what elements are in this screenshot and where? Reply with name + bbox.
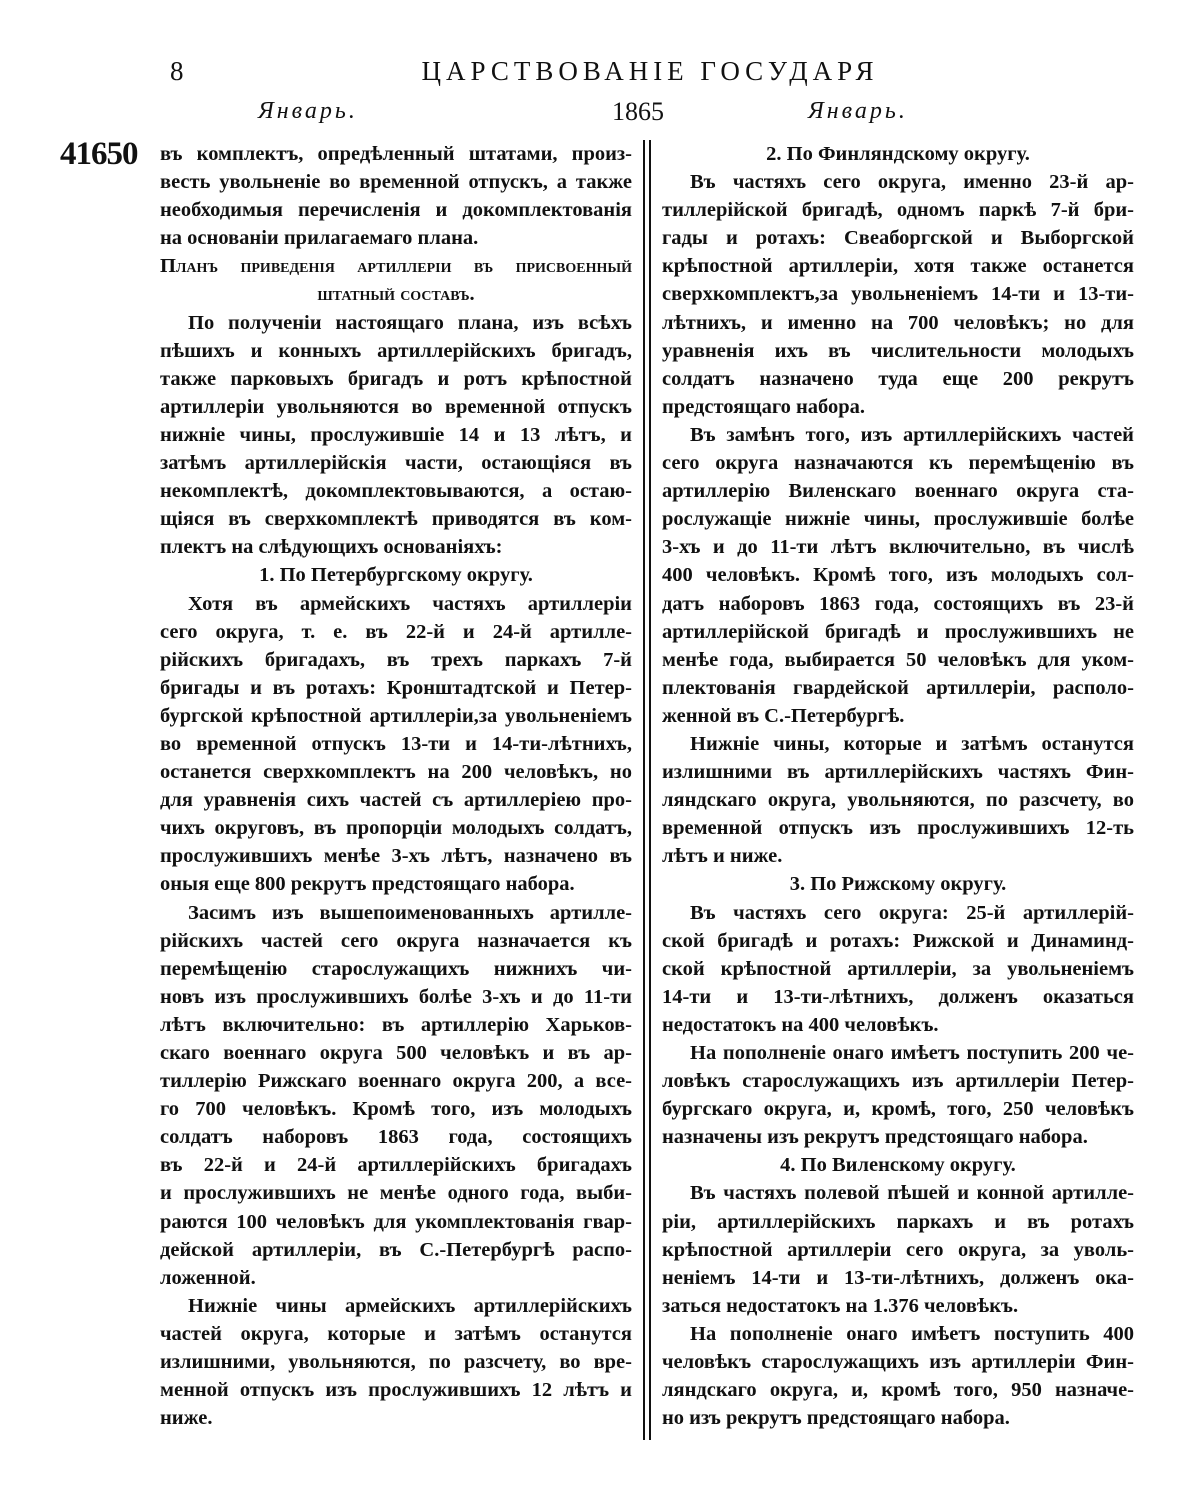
text-line: рійскихъ частей сего округа назначается къ [160,929,632,952]
year: 1865 [612,97,664,126]
text-line: 1. По Петербургскому округу. [259,564,533,587]
paragraph [662,1179,1134,1319]
text-line: но изъ рекрутъ предстоящаго набора. [662,1407,1010,1430]
text-line: менной отпускъ изъ прослужившихъ 12 лѣтъ и [160,1379,632,1402]
paragraph [662,1320,1134,1432]
text-line: лѣтъ и ниже. [662,845,783,868]
text-line: Нижніе чины армейскихъ артиллерійскихъ [188,1294,632,1317]
text-line: на основаніи прилагаемаго плана. [160,227,479,250]
text-line: На пополненіе онаго имѣетъ поступить 200 че- [690,1042,1134,1064]
text-line: лѣтнихъ, и именно на 700 человѣкъ; но для [662,311,1134,334]
text-line: пѣшихъ и конныхъ артиллерійскихъ бригадъ, [160,339,632,362]
section-heading [160,561,632,589]
text-line: датъ наборовъ 1863 года, состоящихъ въ 23-й [662,592,1134,615]
paragraph [662,168,1134,421]
text-line: женной въ С.-Петербургѣ. [662,704,905,727]
month-left: Январь. [258,98,358,124]
text-line: прослужившихъ менѣе 3-хъ лѣтъ, назначено въ [160,845,632,868]
paragraph [160,309,632,562]
text-line: 14-ти и 13-ти-лѣтнихъ, долженъ оказаться [662,985,1134,1008]
text-line: въ 22-й и 24-й артиллерійскихъ бригадахъ [160,1154,632,1177]
section-heading [662,870,1134,898]
paragraph [662,899,1134,1039]
left-column [160,140,632,1432]
text-line: плектъ на слѣдующихъ основаніяхъ: [160,536,503,559]
text-line: 3-хъ и до 11-ти лѣтъ включительно, въ числѣ [662,536,1134,559]
text-line: недостатокъ на 400 человѣкъ. [662,1013,939,1036]
text-line: раются 100 человѣкъ для укомплектованія гвар- [160,1210,632,1233]
text-line: Засимъ изъ вышепоименованныхъ артилле- [188,901,632,924]
plan-caption [160,252,632,308]
text-line: 2. По Финляндскому округу. [766,143,1030,165]
column-divider [649,140,651,1440]
text-line: На пополненіе онаго имѣетъ поступить 400 [690,1322,1134,1345]
text-line: новъ изъ прослужившихъ болѣе 3-хъ и до 11-ти [160,985,632,1008]
text-line: ниже. [160,1407,213,1430]
text-line: назначены изъ рекрутъ предстоящаго набора. [662,1126,1088,1149]
text-line: крѣпостной артиллеріи, хотя также останется [662,255,1134,278]
text-line: временной отпускъ изъ прослужившихъ 12-ть [662,817,1134,840]
text-line: некомплектѣ, докомплектовываются, а остаю- [160,480,632,503]
text-line: бургскаго округа, и, кромѣ, того, 250 человѣкъ [662,1098,1134,1121]
text-line: также парковыхъ бригадъ и ротъ крѣпостной [160,367,632,390]
text-line: Планъ приведенія артиллеріи въ присвоенный [160,255,632,278]
text-line: дейской артиллеріи, въ С.-Петербургѣ распо- [160,1238,632,1261]
text-line: перемѣщенію старослужащихъ нижнихъ чи- [160,957,632,980]
text-line: ловѣкъ старослужащихъ изъ артиллеріи Петер- [662,1070,1134,1093]
paragraph [662,421,1134,730]
paragraph [662,1039,1134,1151]
text-line: артиллерійской бригадѣ и прослужившихъ не [662,620,1134,643]
text-line: 4. По Виленскому округу. [780,1154,1016,1177]
section-heading [662,1151,1134,1179]
text-line: Въ частяхъ сего округа, именно 23-й ар- [690,171,1134,194]
text-line: артиллерію Виленскаго военнаго округа ста- [662,480,1134,503]
text-line: весть увольненіе во временной отпускъ, а также [160,171,632,194]
text-line: чихъ округовъ, въ пропорціи молодыхъ солдатъ, [160,817,632,840]
text-line: сверхкомплектъ,за увольненіемъ 14-ти и 13-ти- [662,283,1134,306]
article-number: 41650 [60,136,138,172]
text-line: человѣкъ старослужащихъ изъ артиллеріи Фин- [662,1351,1134,1374]
text-line: ляндскаго округа, увольняются, по разсчету, во [662,789,1134,812]
paragraph [160,899,632,1292]
text-line: го 700 человѣкъ. Кромѣ того, изъ молодыхъ [160,1098,632,1121]
text-line: сего округа назначаются къ перемѣщенію въ [662,452,1134,475]
text-line: менѣе года, выбирается 50 человѣкъ для уком- [662,648,1134,671]
text-line: плектованія гвардейской артиллеріи, располо- [662,676,1134,699]
text-line: артиллеріи увольняются во временной отпускъ [160,395,632,418]
paragraph [160,1292,632,1432]
text-line: неніемъ 14-ти и 13-ти-лѣтнихъ, долженъ ока- [662,1266,1134,1289]
text-line: Въ частяхъ полевой пѣшей и конной артилле- [690,1182,1134,1205]
text-line: ляндскаго округа, и, кромѣ того, 950 назначе- [662,1379,1134,1402]
text-line: уравненія ихъ въ числительности молодыхъ [662,339,1134,362]
text-line: штатный составъ. [317,283,475,306]
text-line: Въ замѣнъ того, изъ артиллерійскихъ частей [690,423,1134,446]
text-line: излишними въ артиллерійскихъ частяхъ Фин- [662,761,1134,784]
text-line: тиллерійской бригадѣ, одномъ паркѣ 7-й бри- [662,199,1134,222]
text-line: необходимыя перечисленія и докомплектованія [160,199,632,222]
text-line: щіяся въ сверхкомплектѣ приводятся въ ком- [160,508,632,531]
text-line: во временной отпускъ 13-ти и 14-ти-лѣтнихъ, [160,732,632,755]
text-line: крѣпостной артиллеріи сего округа, за уволь- [662,1238,1134,1261]
text-line: тиллерію Рижскаго военнаго округа 200, а все- [160,1070,632,1093]
text-line: солдатъ назначено туда еще 200 рекрутъ [662,367,1134,390]
text-line: Въ частяхъ сего округа: 25-й артиллерій- [690,901,1134,924]
column-divider [643,140,645,1440]
text-line: Хотя въ армейскихъ частяхъ артиллеріи [188,592,632,615]
section-heading [662,140,1134,168]
text-line: нижніе чины, прослужившіе 14 и 13 лѣтъ, и [160,423,632,446]
text-line: рійскихъ бригадахъ, въ трехъ паркахъ 7-й [160,648,632,671]
text-line: затѣмъ артиллерійскія части, остающіяся въ [160,452,632,475]
right-column [662,140,1134,1432]
text-line: бургской крѣпостной артиллеріи,за увольненіемъ [160,704,632,727]
paragraph [160,590,632,899]
text-line: солдатъ наборовъ 1863 года, состоящихъ [160,1126,632,1149]
text-line: 400 человѣкъ. Кромѣ того, изъ молодыхъ сол- [662,564,1134,587]
text-line: ріи, артиллерійскихъ паркахъ и въ ротахъ [662,1210,1134,1233]
text-line: бригады и въ ротахъ: Кронштадтской и Петер- [160,676,632,699]
text-line: ложенной. [160,1266,256,1289]
text-line: рослужащіе нижніе чины, прослужившіе болѣе [662,508,1134,531]
month-right: Январь. [808,98,908,124]
text-line: ской крѣпостной артиллеріи, за увольненіемъ [662,957,1134,980]
text-line: останется сверхкомплектъ на 200 человѣкъ, но [160,761,632,784]
text-line: Нижніе чины, которые и затѣмъ останутся [690,732,1134,755]
text-line: для уравненія сихъ частей съ артиллеріею про- [160,789,632,812]
text-line: гады и ротахъ: Свеаборгской и Выборгской [662,227,1134,250]
text-line: частей округа, которые и затѣмъ останутся [160,1322,632,1345]
text-line: въ комплектъ, опредѣленный штатами, произ- [160,143,632,165]
text-line: лѣтъ включительно: въ артиллерію Харьков- [160,1013,632,1036]
page-number: 8 [170,56,184,86]
text-line: предстоящаго набора. [662,395,866,418]
paragraph [662,730,1134,870]
text-line: и прослужившихъ не менѣе одного года, выби- [160,1182,632,1205]
text-line: оныя еще 800 рекрутъ предстоящаго набора. [160,873,575,896]
paragraph [160,140,632,252]
text-line: ской бригадѣ и ротахъ: Рижской и Динаминд- [662,929,1134,952]
text-line: сего округа, т. е. въ 22-й и 24-й артилле- [160,620,632,643]
text-line: По полученіи настоящаго плана, изъ всѣхъ [188,311,632,334]
text-line: 3. По Рижскому округу. [789,873,1007,896]
running-title: ЦАРСТВОВАНІЕ ГОСУДАРЯ [421,56,879,86]
text-line: скаго военнаго округа 500 человѣкъ и въ ар- [160,1042,632,1064]
text-line: заться недостатокъ на 1.376 человѣкъ. [662,1294,1019,1317]
text-line: излишними, увольняются, по разсчету, во вре- [160,1351,632,1374]
